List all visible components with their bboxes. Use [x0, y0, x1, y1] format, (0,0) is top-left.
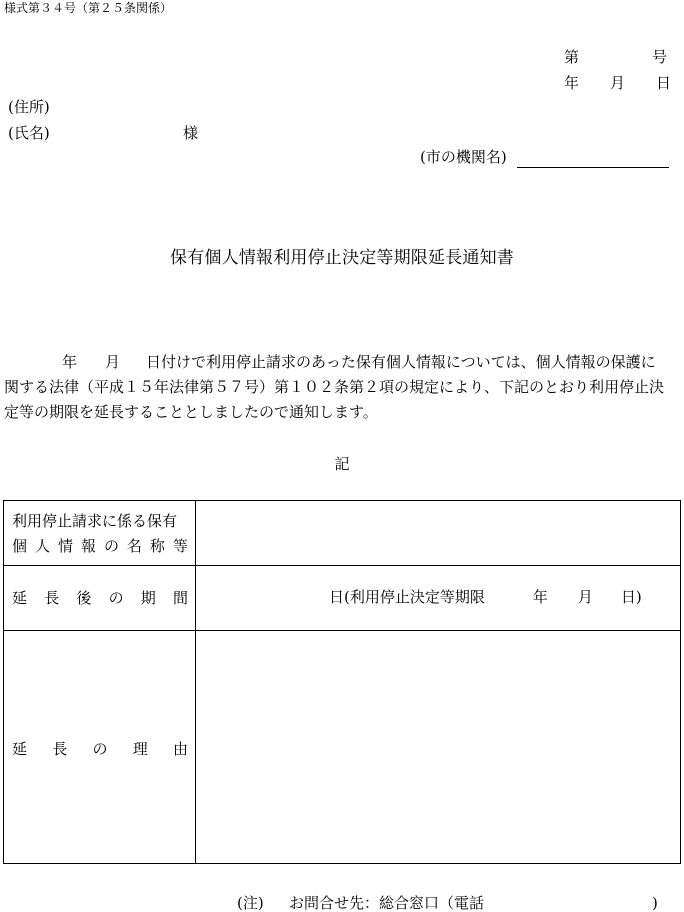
extension-details-table [3, 500, 681, 864]
period-year: 年 [532, 588, 548, 606]
period-day: 日 [329, 588, 345, 606]
table-row-reason [4, 630, 680, 863]
body-year: 年 [62, 353, 78, 371]
city-agency-underline [517, 167, 669, 168]
document-number-prefix: 第 [564, 48, 580, 66]
period-label-cell: 延 長 後 の 期 間 [12, 588, 188, 607]
footer-contact: お問合せ先：総合窓口（電話 [289, 894, 485, 912]
recipient-name-label: (氏名) [8, 124, 50, 142]
date-year-label: 年 [564, 74, 580, 92]
name-label-line-2: 個 人 情 報 の 名 称 等 [12, 536, 188, 555]
city-agency-label: (市の機関名) [420, 148, 507, 166]
name-label-line-1: 利用停止請求に係る保有 [12, 512, 178, 530]
form-number: 様式第３４号（第２５条関係） [4, 1, 173, 15]
document-title: 保有個人情報利用停止決定等期限延長通知書 [170, 248, 514, 268]
date-month-label: 月 [610, 74, 626, 92]
period-day-close: 日) [620, 588, 642, 606]
name-label-cell [12, 511, 188, 555]
footer-note-label: (注) [237, 894, 264, 912]
body-paragraph [4, 350, 670, 425]
ki-heading: 記 [334, 455, 350, 473]
body-line-3: 定等の期限を延長することとしましたので通知します。 [4, 403, 378, 421]
body-line-2: 関する法律（平成１５年法律第５７号）第１０２条第２項の規定により、下記のとおり利用停止決 [4, 378, 665, 396]
extended-period-value [329, 587, 642, 607]
footer-close-paren: ) [652, 894, 658, 912]
recipient-honorific: 様 [183, 124, 199, 142]
table-row-period [4, 565, 680, 631]
document-number-suffix: 号 [652, 48, 668, 66]
body-line-1-text: 日付けで利用停止請求のあった保有個人情報については、個人情報の保護に [146, 353, 656, 371]
period-deadline-label: (利用停止決定等期限 [344, 588, 485, 606]
reason-label-cell: 延 長 の 理 由 [12, 739, 188, 758]
body-line-1 [4, 350, 670, 375]
date-day-label: 日 [656, 74, 672, 92]
table-row-name [4, 501, 680, 566]
body-month: 月 [105, 353, 121, 371]
period-month: 月 [577, 588, 593, 606]
recipient-address-label: (住所) [8, 98, 50, 116]
